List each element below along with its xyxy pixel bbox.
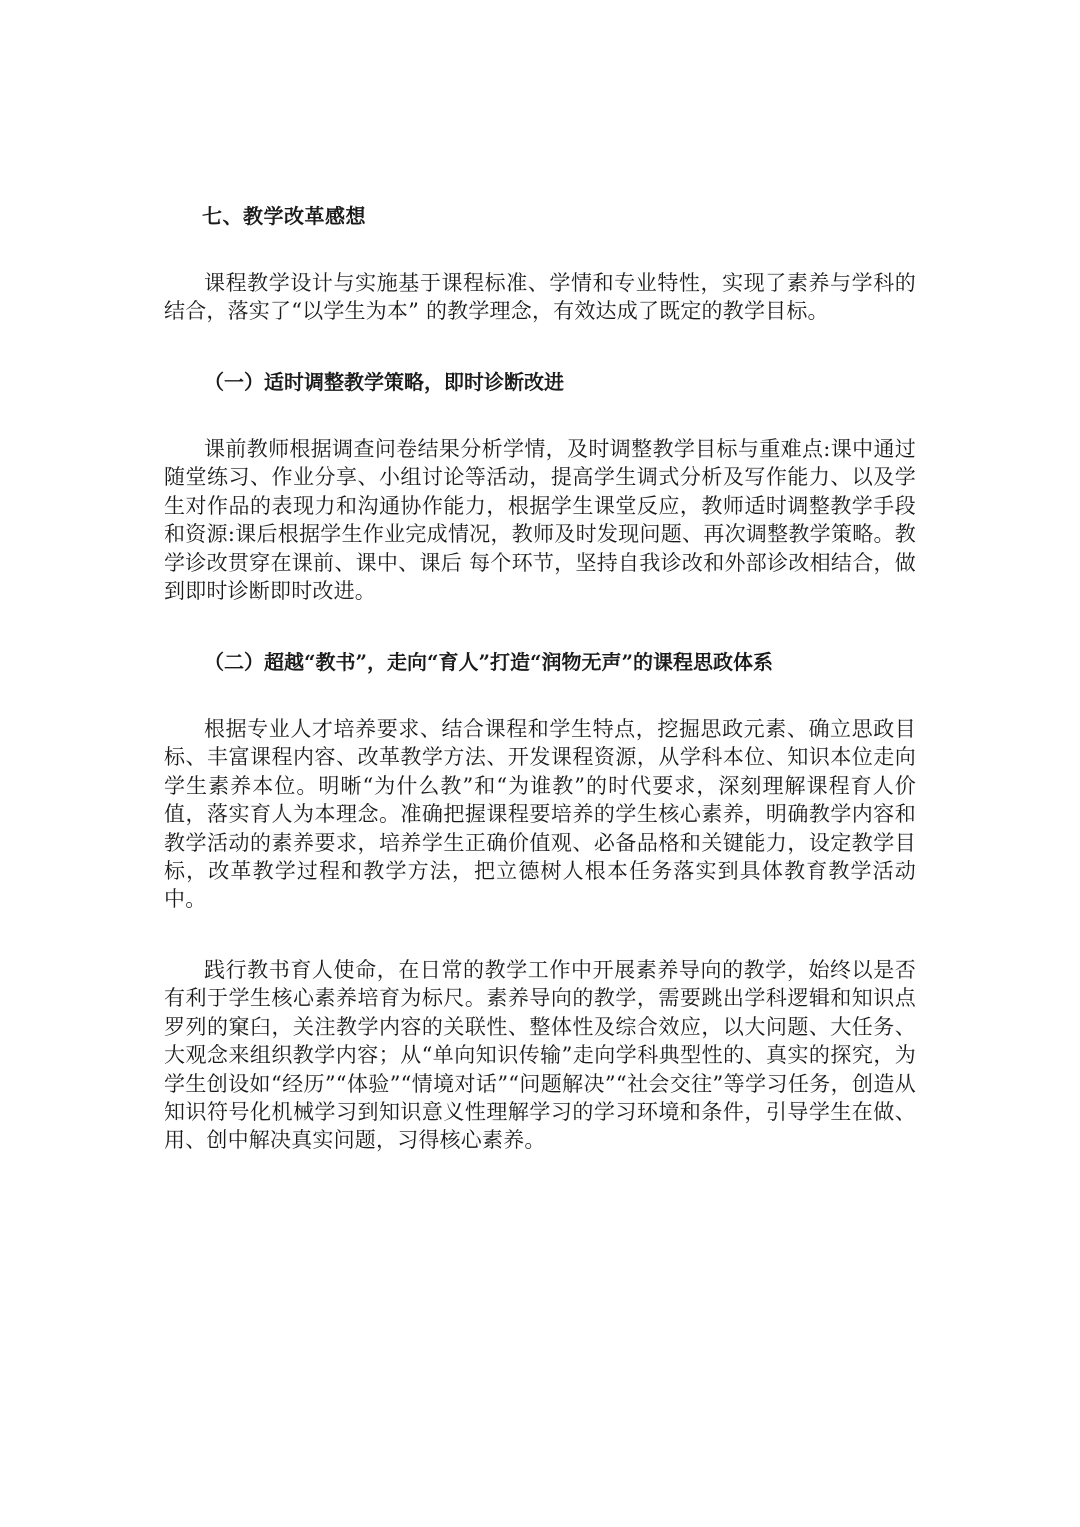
subsection-1-paragraph: 课前教师根据调查问卷结果分析学情，及时调整教学目标与重难点:课中通过随堂练习、作业分享、小组讨论等活动，提高学生调式分析及写作能力、以及学生对作品的表现力和沟通协作能力，根据学生课堂反应，教师适时调整教学手段和资源:课后根据学生作业完成情况，教师及时发现问题、再次调整教学策略。教学诊改贯穿在课前、课中、课后 每个环节，坚持自我诊改和外部诊改相结合，做到即时诊断即时改进。 <box>164 437 916 604</box>
section-heading: 七、教学改革感想 <box>202 204 366 228</box>
section-intro-paragraph: 课程教学设计与实施基于课程标准、学情和专业特性，实现了素养与学科的结合，落实了“以学生为本” 的教学理念，有效达成了既定的教学目标。 <box>164 271 916 324</box>
subsection-2-heading: （二）超越“教书”，走向“育人”打造“润物无声”的课程思政体系 <box>204 650 774 674</box>
subsection-2-paragraph-2: 践行教书育人使命，在日常的教学工作中开展素养导向的教学，始终以是否有利于学生核心素养培育为标尺。素养导向的教学，需要跳出学科逻辑和知识点罗列的窠臼，关注教学内容的关联性、整体性及综合效应，以大问题、大任务、大观念来组织教学内容；从“单向知识传输”走向学科典型性的、真实的探究，为学生创设如“经历”“体验”“情境对话”“问题解决”“社会交往”等学习任务，创造从知识符号化机械学习到知识意义性理解学习的学习环境和条件，引导学生在做、用、创中解决真实问题，习得核心素养。 <box>164 958 916 1153</box>
subsection-2-paragraph-1: 根据专业人才培养要求、结合课程和学生特点，挖掘思政元素、确立思政目标、丰富课程内容、改革教学方法、开发课程资源，从学科本位、知识本位走向学生素养本位。明晰“为什么教”和“为谁教”的时代要求，深刻理解课程育人价值，落实育人为本理念。准确把握课程要培养的学生核心素养，明确教学内容和教学活动的素养要求，培养学生正确价值观、必备品格和关键能力，设定教学目标，改革教学过程和教学方法，把立德树人根本任务落实到具体教育教学活动中。 <box>164 717 916 912</box>
subsection-1-heading: （一）适时调整教学策略，即时诊断改进 <box>204 370 564 394</box>
